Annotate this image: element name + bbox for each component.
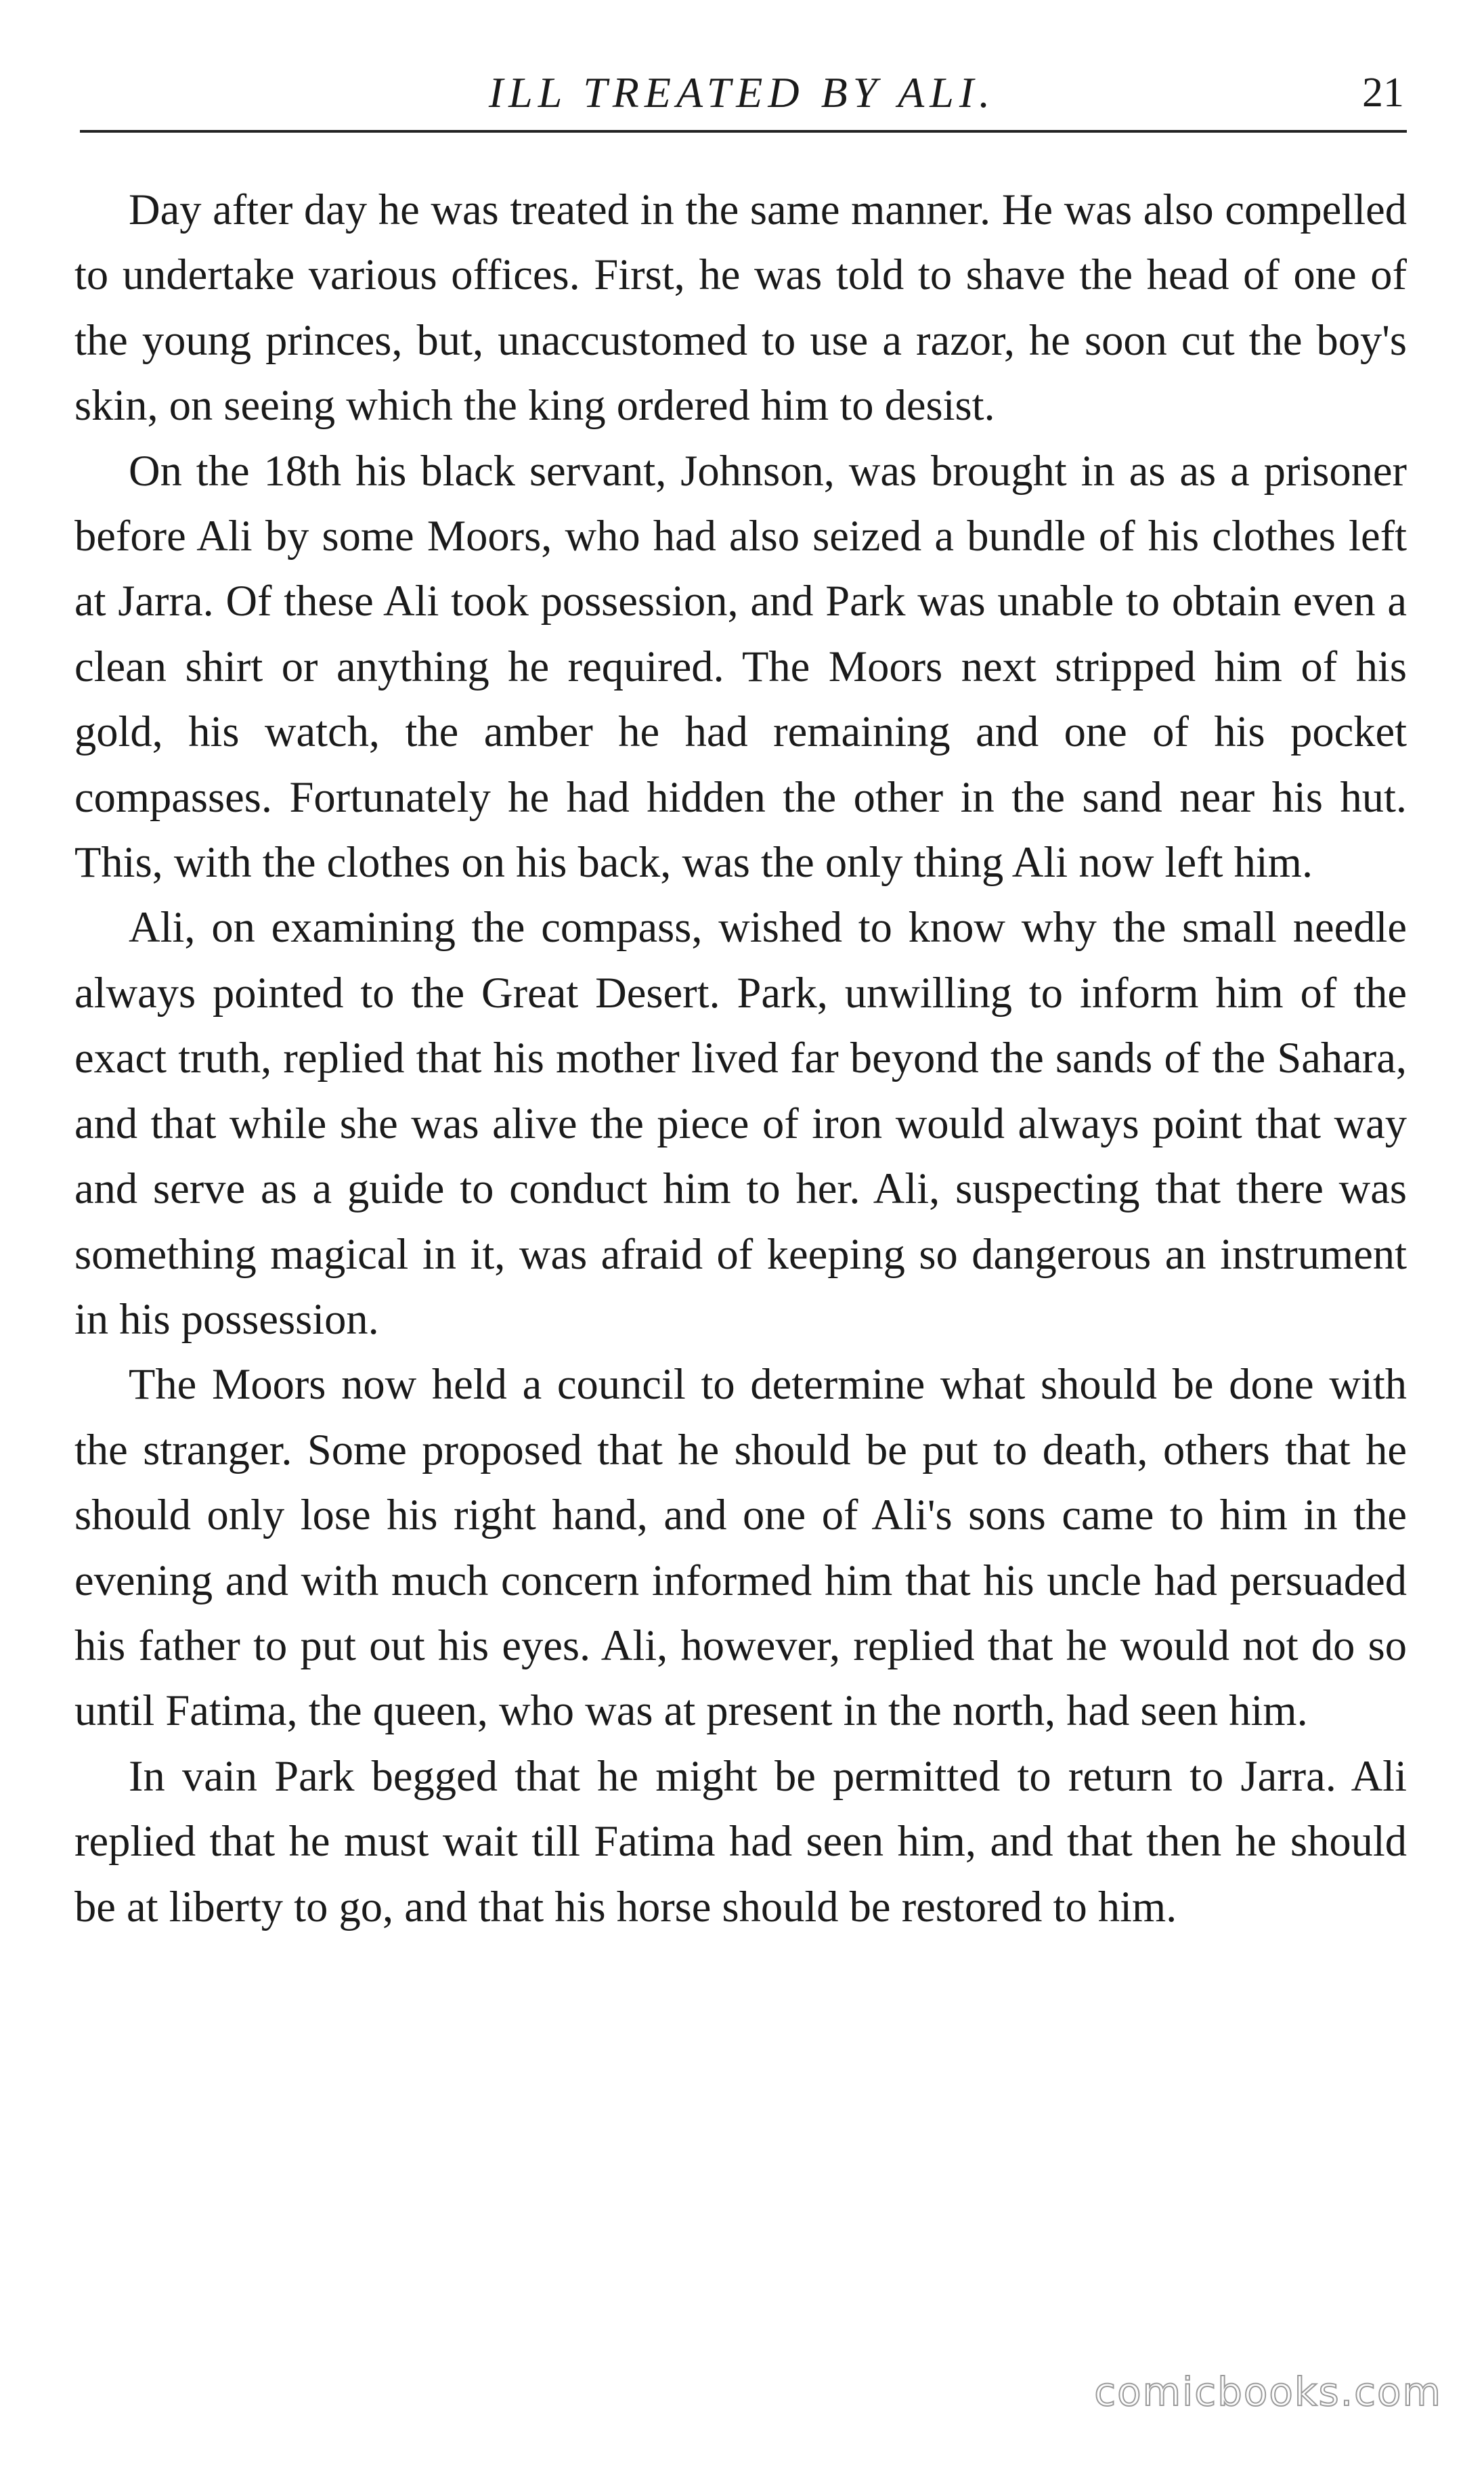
paragraph: On the 18th his black servant, Johnson, was brought in as as a prisoner before Ali by some Moors, who had also seized a bundle of his clothes left at Jarra. Of these Ali took possession, and Park was unable to obtain even a clean shirt or anything he required. The Moors next stripped him of his gold, his watch, the amber he had remaining and one of his pocket compasses. Fortunately he had hidden the other in the sand near his hut. This, with the clothes on his back, was the only thing Ali now left him. bbox=[74, 446, 1407, 887]
running-title: ILL TREATED BY ALI. bbox=[488, 68, 996, 116]
paragraph: Ali, on examining the compass, wished to know why the small needle always pointed to the Great Desert. Park, unwilling to inform him of the exact truth, replied that his mother lived far beyond the sands of the Sahara, and that while she was alive the piece of iron would always point that way and serve as a guide to conduct him to her. Ali, suspecting that there was something magical in it, was afraid of keeping so dangerous an instrument in his possession. bbox=[74, 903, 1407, 1343]
page-number: 21 bbox=[1362, 70, 1404, 116]
body-text bbox=[74, 177, 1407, 1940]
paragraph: Day after day he was treated in the same manner. He was also compelled to undertake various offices. First, he was told to shave the head of one of the young princes, but, unaccustomed to use a razor, he soon cut the boy's skin, on seeing which the king ordered him to desist. bbox=[74, 185, 1407, 430]
paragraph: In vain Park begged that he might be permitted to return to Jarra. Ali replied that he must wait till Fatima had seen him, and that then he should be at liberty to go, and that his horse should be restored to him. bbox=[74, 1751, 1407, 1931]
watermark: comicbooks.com bbox=[1094, 2369, 1442, 2415]
running-head bbox=[0, 62, 1484, 123]
header-rule bbox=[80, 130, 1407, 133]
paragraph: The Moors now held a council to determine what should be done with the stranger. Some proposed that he should be put to death, others that he should only lose his right hand, and one of Ali's sons came to him in the evening and with much concern informed him that his uncle had persuaded his father to put out his eyes. Ali, however, replied that he would not do so until Fatima, the queen, who was at present in the north, had seen him. bbox=[74, 1360, 1407, 1735]
